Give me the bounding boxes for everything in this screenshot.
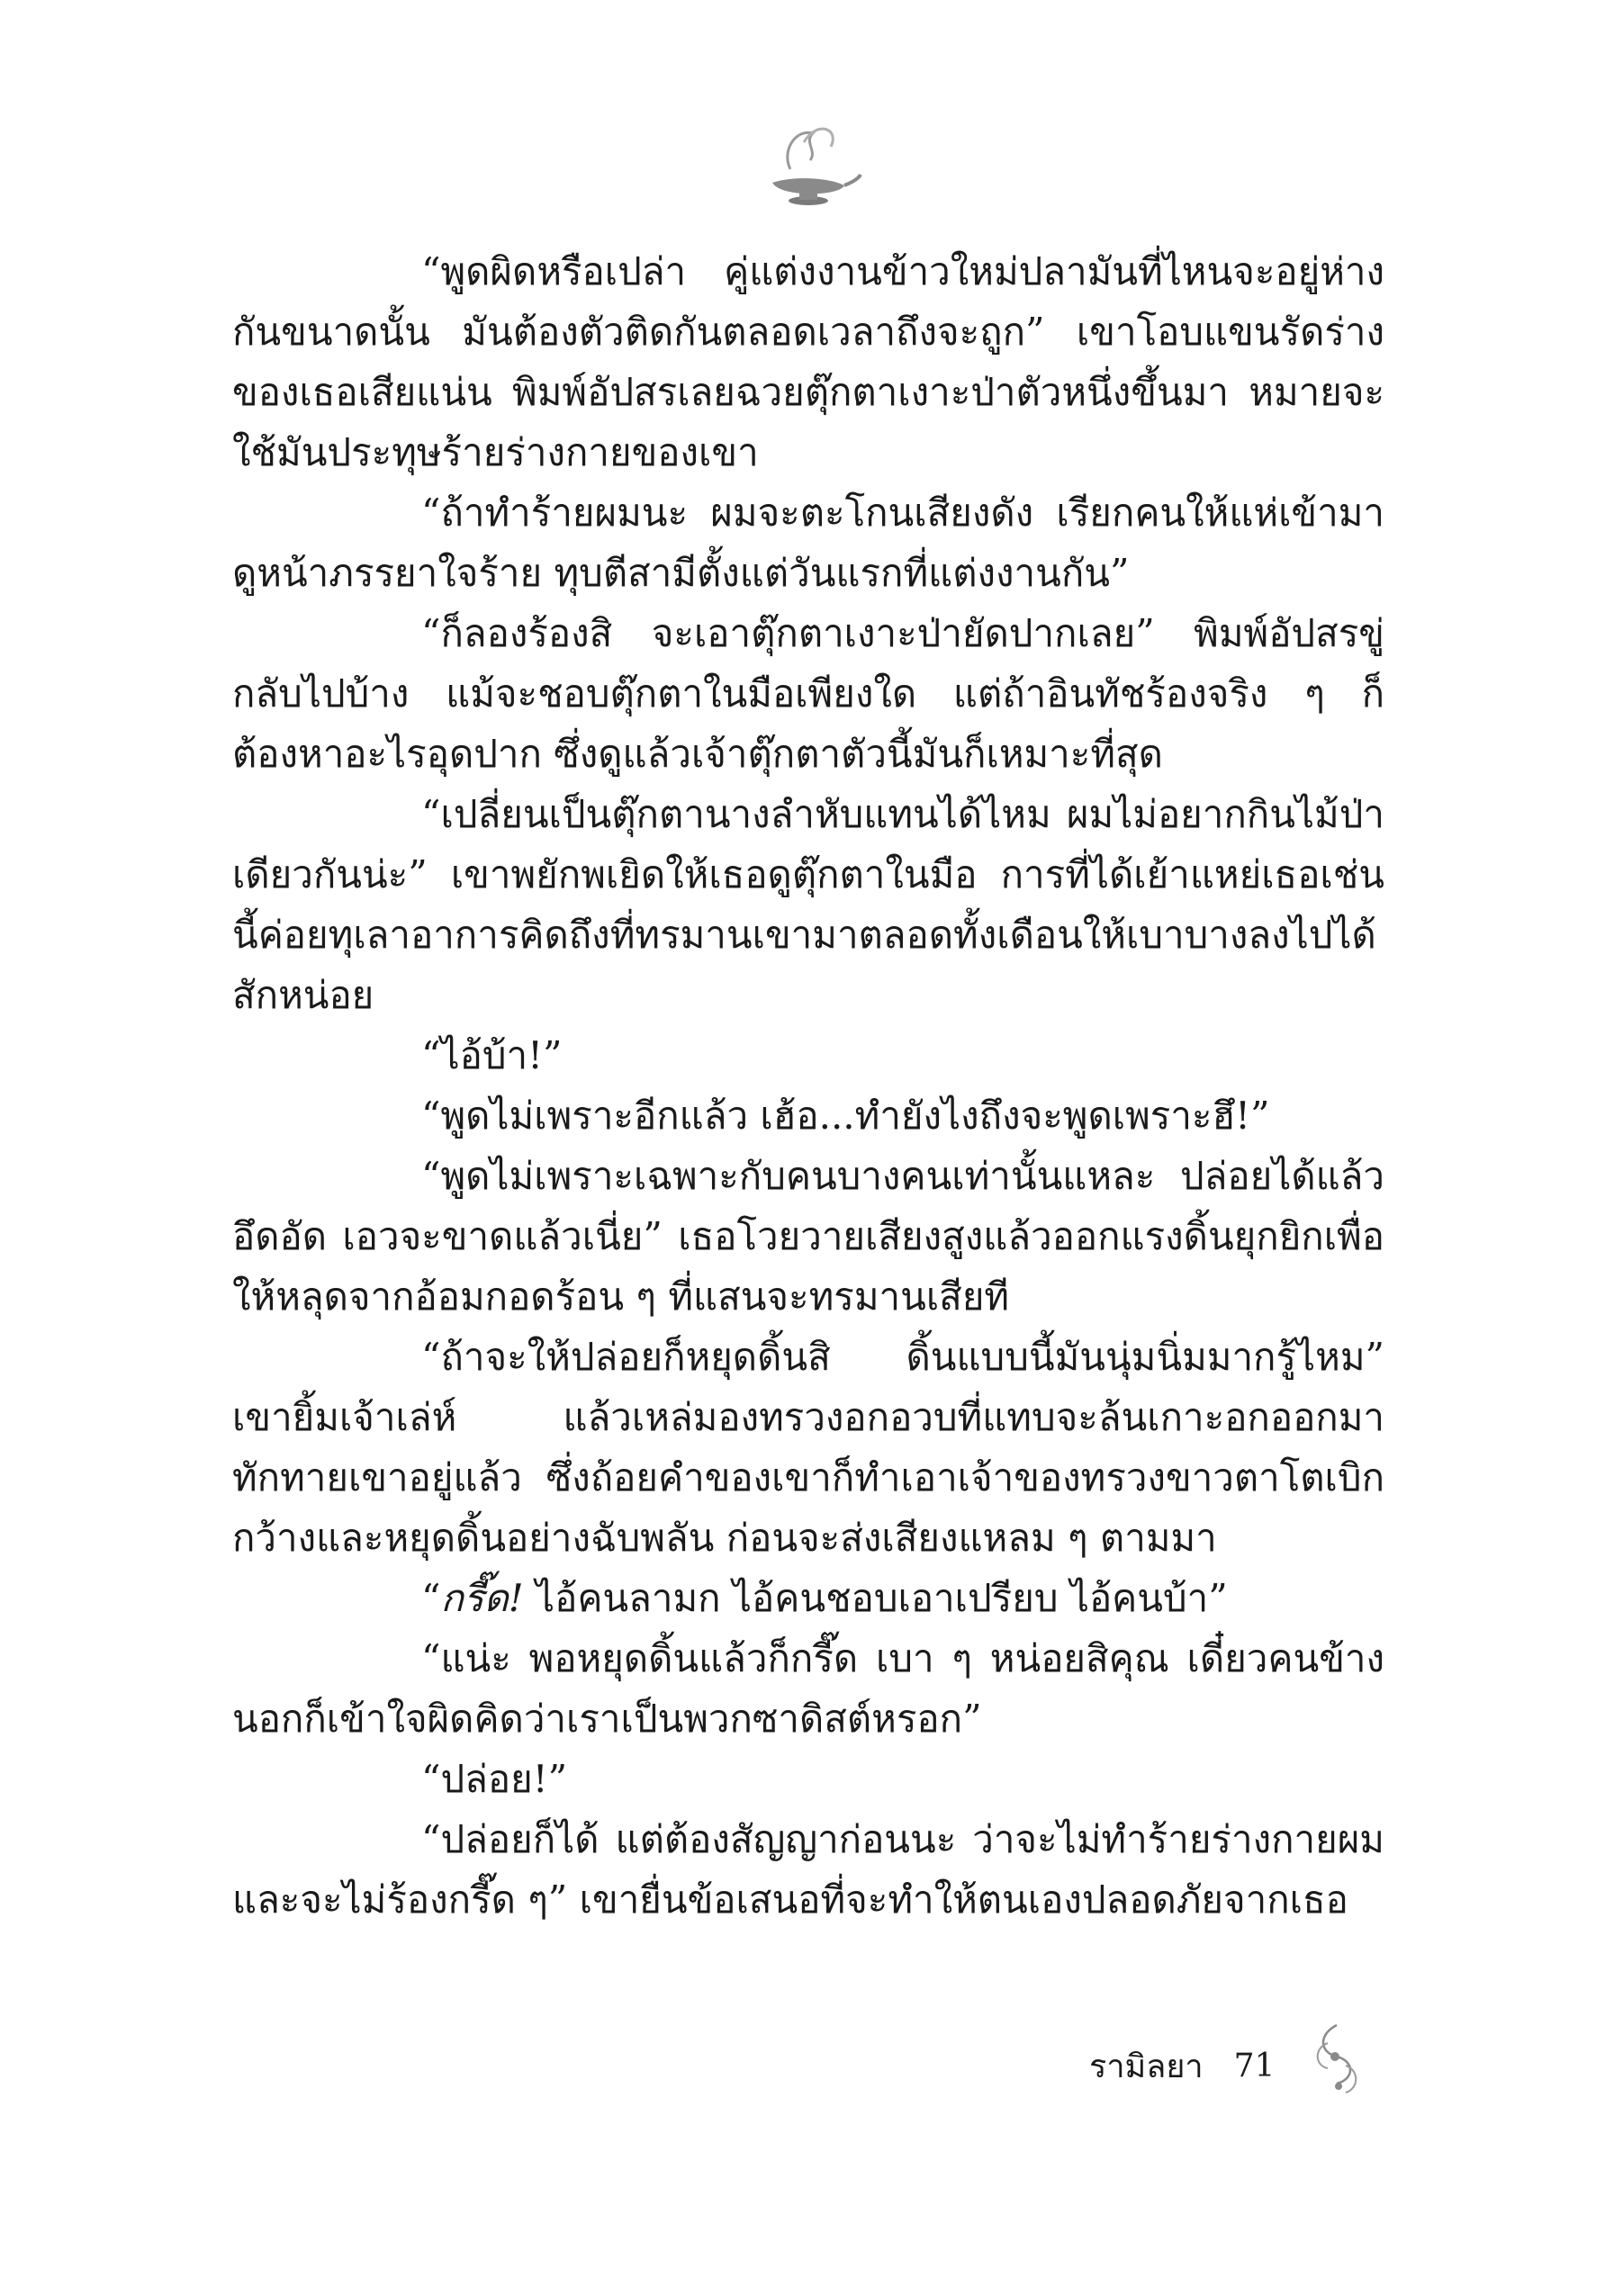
page-footer <box>1089 2039 1275 2093</box>
paragraph-3: “ก็ลองร้องสิ จะเอาตุ๊กตาเงาะป่ายัดปากเลย” พิมพ์อัปสรขู่กลับไปบ้าง แม้จะชอบตุ๊กตาในมือเพียงใด แต่ถ้าอินทัชร้องจริง ๆ ก็ต้องหาอะไรอุดปาก ซึ่งดูแล้วเจ้าตุ๊กตาตัวนี้มันก็เหมาะที่สุด <box>232 611 1384 776</box>
page-number: 71 <box>1233 2047 1276 2084</box>
book-title: รามิลยา <box>1089 2048 1204 2085</box>
magic-lamp-icon <box>754 106 862 223</box>
paragraph-9 <box>232 1568 1384 1628</box>
paragraph-4: “เปลี่ยนเป็นตุ๊กตานางลำหับแทนได้ไหม ผมไม่อยากกินไม้ป่าเดียวกันน่ะ” เขาพยักพเยิดให้เธอดูตุ๊กตาในมือ การที่ได้เย้าแหย่เธอเช่นนี้ค่อยทุเลาอาการคิดถึงที่ทรมานเขามาตลอดทั้งเดือนให้เบาบางลงไปได้สักหน่อย <box>232 792 1384 1017</box>
scream-rest: ไอ้คนลามก ไอ้คนชอบเอาเปรียบ ไอ้คนบ้า” <box>523 1576 1228 1620</box>
paragraph-8: “ถ้าจะให้ปล่อยก็หยุดดิ้นสิ ดิ้นแบบนี้มันนุ่มนิ่มมากรู้ไหม” เขายิ้มเจ้าเล่ห์ แล้วเหล่มองทรวงอกอวบที่แทบจะล้นเกาะอกออกมาทักทายเขาอยู่แล้ว ซึ่งถ้อยคำของเขาก็ทำเอาเจ้าของทรวงขาวตาโตเบิกกว้างและหยุดดิ้นอย่างฉับพลัน ก่อนจะส่งเสียงแหลม ๆ ตามมา <box>232 1335 1384 1560</box>
paragraph-2: “ถ้าทำร้ายผมนะ ผมจะตะโกนเสียงดัง เรียกคนให้แห่เข้ามาดูหน้าภรรยาใจร้าย ทุบตีสามีตั้งแต่วันแรกที่แต่งงานกัน” <box>232 491 1384 595</box>
body-text <box>232 241 1384 1930</box>
paragraph-6: “พูดไม่เพราะอีกแล้ว เฮ้อ...ทำยังไงถึงจะพูดเพราะฮึ!” <box>421 1094 1270 1138</box>
floral-ornament-icon <box>1301 2016 1373 2106</box>
paragraph-10: “แน่ะ พอหยุดดิ้นแล้วก็กรี๊ด เบา ๆ หน่อยสิคุณ เดี๋ยวคนข้างนอกก็เข้าใจผิดคิดว่าเราเป็นพวกซาดิสต์หรอก” <box>232 1636 1384 1741</box>
paragraph-7: “พูดไม่เพราะเฉพาะกับคนบางคนเท่านั้นแหละ ปล่อยได้แล้วอึดอัด เอวจะขาดแล้วเนี่ย” เธอโวยวายเสียงสูงแล้วออกแรงดิ้นยุกยิกเพื่อให้หลุดจากอ้อมกอดร้อน ๆ ที่แสนจะทรมานเสียที <box>232 1154 1384 1319</box>
paragraph-12: “ปล่อยก็ได้ แต่ต้องสัญญาก่อนนะ ว่าจะไม่ทำร้ายร่างกายผมและจะไม่ร้องกรี๊ด ๆ” เขายื่นข้อเสนอที่จะทำให้ตนเองปลอดภัยจากเธอ <box>232 1817 1384 1922</box>
paragraph-11: “ปล่อย!” <box>421 1757 568 1801</box>
quote-mark: “ <box>421 1576 441 1620</box>
paragraph-1: “พูดผิดหรือเปล่า คู่แต่งงานข้าวใหม่ปลามันที่ไหนจะอยู่ห่างกันขนาดนั้น มันต้องตัวติดกันตลอดเวลาถึงจะถูก” เขาโอบแขนรัดร่างของเธอเสียแน่น พิมพ์อัปสรเลยฉวยตุ๊กตาเงาะป่าตัวหนึ่งขึ้นมา หมายจะใช้มันประทุษร้ายร่างกายของเขา <box>232 249 1384 474</box>
scream-text: กรี๊ด! <box>440 1576 524 1620</box>
paragraph-5: “ไอ้บ้า!” <box>421 1033 563 1077</box>
